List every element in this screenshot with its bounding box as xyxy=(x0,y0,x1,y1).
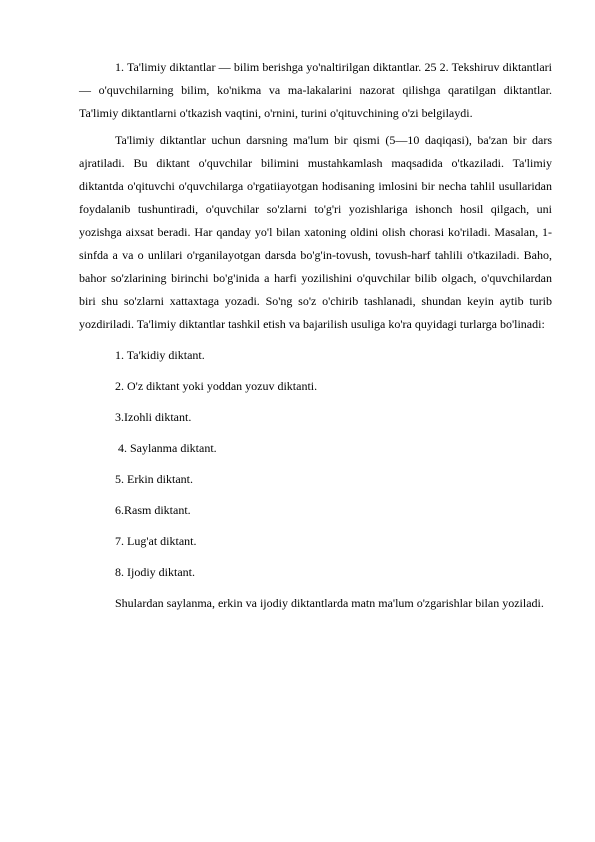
dictation-types-list xyxy=(79,344,552,584)
paragraph-conclusion: Shulardan saylanma, erkin va ijodiy diktantlarda matn ma'lum o'zgarishlar bilan yoziladi. xyxy=(115,596,544,610)
list-item: 2. O'z diktant yoki yoddan yozuv diktanti. xyxy=(115,379,318,393)
list-item: 4. Saylanma diktant. xyxy=(115,441,217,455)
document-page xyxy=(79,56,552,619)
paragraph-dictation-types-intro: 1. Ta'limiy diktantlar — bilim berishga yo'naltirilgan diktantlar. 25 2. Tekshiruv diktantlari — o'quvchilarning bilim, ko'nikma va ma-lakalarini nazorat qilishga qaratilgan diktantlar. Ta'limiy diktantlarni o'tkazish vaqtini, o'rnini, turini o'qituvchining o'zi belgilaydi. xyxy=(79,60,552,120)
list-item: 8. Ijodiy diktant. xyxy=(115,565,195,579)
paragraph-educational-dictation: Ta'limiy diktantlar uchun darsning ma'lum bir qismi (5—10 daqiqasi), ba'zan bir dars ajratiladi. Bu diktant o'quvchilar bilimini mustahkamlash maqsadida o'tkaziladi. Ta'limiy diktantda o'qituvchi o'quvchilarga o'rgatiiayotgan hodisaning imlosini bir necha tahlil usullaridan foydalanib tushuntiradi, o'quvchilar so'zlarni to'g'ri yozishlariga ishonch hosil qilgach, uni yozishga aixsat beradi. Har qanday yo'l bilan xatoning oldini olish chorasi ko'riladi. Masalan, 1- sinfda a va o unlilari o'rganilayotgan darsda bo'g'in-tovush, tovush-harf tahlili o'tkaziladi. Baho, bahor so'zlarining birinchi bo'g'inida a harfi yozilishini o'quvchilar bilib olgach, o'quvchilardan biri shu so'zlarni xattaxtaga yozadi. So'ng so'z o'chirib tashlanadi, shundan keyin aytib turib yozdiriladi. Ta'limiy diktantlar tashkil etish va bajarilish usuliga ko'ra quyidagi turlarga bo'linadi: xyxy=(79,133,552,331)
list-item: 5. Erkin diktant. xyxy=(115,472,193,486)
list-item: 7. Lug'at diktant. xyxy=(115,534,197,548)
list-item: 3.Izohli diktant. xyxy=(115,410,192,424)
list-item: 1. Ta'kidiy diktant. xyxy=(115,348,205,362)
list-item: 6.Rasm diktant. xyxy=(115,503,191,517)
